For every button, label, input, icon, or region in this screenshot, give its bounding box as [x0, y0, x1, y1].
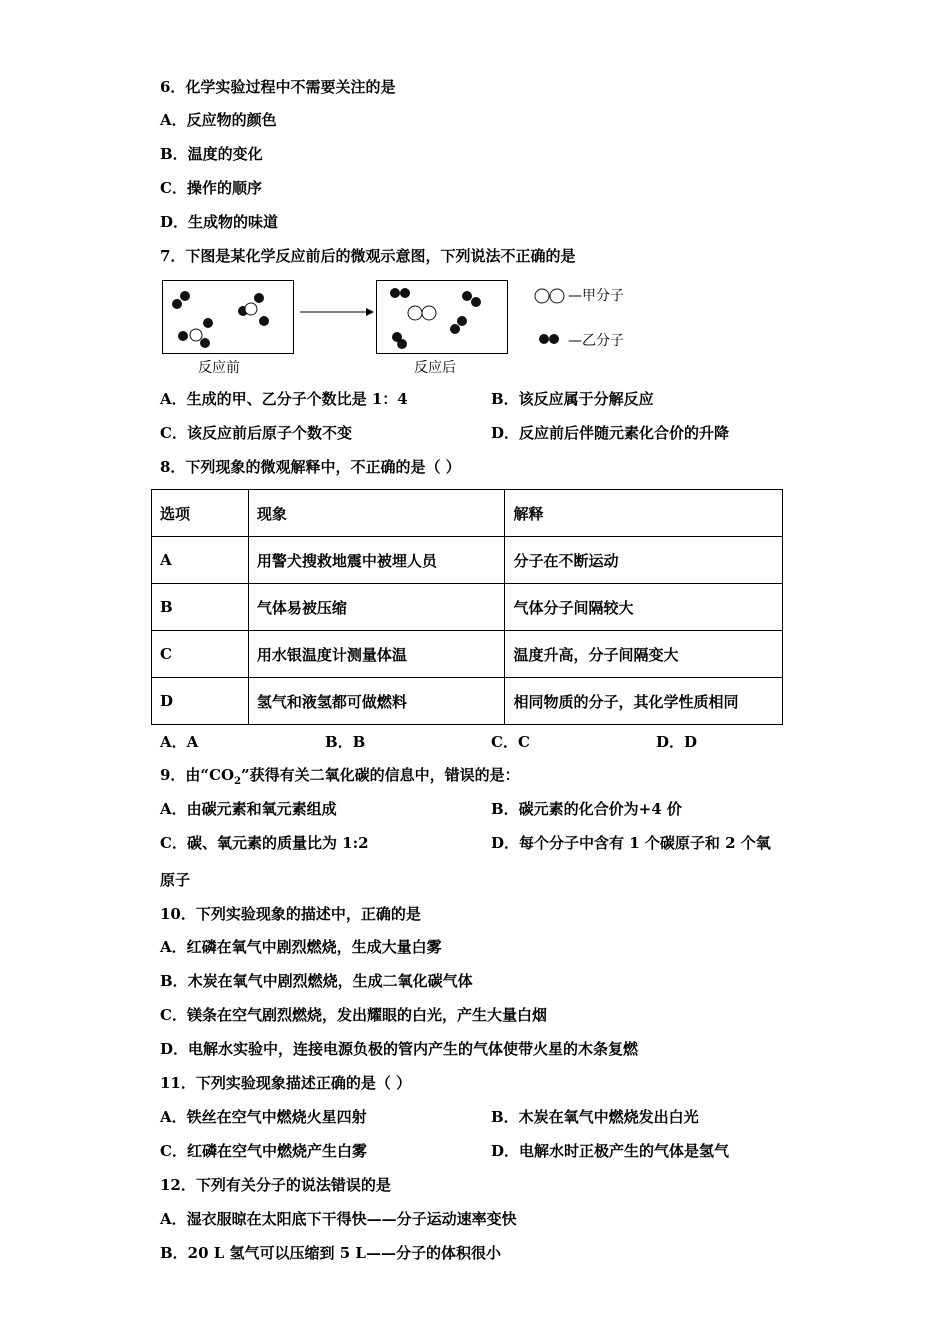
row-phenomenon: 用警犬搜救地震中被埋人员 [248, 537, 505, 584]
q9-stem-prefix: 9．由“CO [160, 766, 235, 784]
q6-option-c: C．操作的顺序 [160, 179, 262, 197]
table-row [152, 537, 783, 584]
before-reaction-box [162, 280, 294, 354]
before-molecules [163, 281, 293, 353]
after-reaction-box [376, 280, 508, 354]
before-label: 反应前 [198, 360, 240, 376]
q11-option-d: D．电解水时正极产生的气体是氢气 [491, 1142, 730, 1160]
q10-option-c: C．镁条在空气剧烈燃烧，发出耀眼的白光，产生大量白烟 [160, 1006, 547, 1024]
q8-option-c: C．C [491, 733, 530, 751]
q9-stem-subscript: 2 [234, 776, 242, 787]
q10-option-d: D．电解水实验中，连接电源负极的管内产生的气体使带火星的木条复燃 [160, 1040, 639, 1058]
table-row [152, 584, 783, 631]
q7-reaction-diagram [160, 278, 680, 378]
q9-stem [160, 765, 520, 792]
table-header-row [152, 490, 783, 537]
row-phenomenon: 用水银温度计测量体温 [248, 631, 505, 678]
q11-stem: 11．下列实验现象描述正确的是（ ） [160, 1074, 412, 1092]
q9-option-d-continuation: 原子 [160, 871, 191, 889]
q7-stem: 7．下图是某化学反应前后的微观示意图，下列说法不正确的是 [160, 247, 576, 265]
row-explanation: 相同物质的分子，其化学性质相同 [505, 678, 783, 725]
table-row [152, 631, 783, 678]
q8-option-a: A．A [160, 733, 199, 751]
q8-option-b: B．B [325, 733, 366, 751]
q6-stem: 6．化学实验过程中不需要关注的是 [160, 78, 396, 96]
jia-molecule-icon [532, 288, 572, 304]
q6-option-b: B．温度的变化 [160, 145, 263, 163]
legend-jia: —甲分子 [568, 288, 624, 304]
q9-option-c: C．碳、氧元素的质量比为 1:2 [160, 834, 369, 852]
q6-option-a: A．反应物的颜色 [160, 111, 277, 129]
row-explanation: 温度升高，分子间隔变大 [505, 631, 783, 678]
table-row [152, 678, 783, 725]
yi-molecule-icon [536, 332, 566, 346]
q11-option-a: A．铁丝在空气中燃烧火星四射 [160, 1108, 367, 1126]
q7-option-a: A．生成的甲、乙分子个数比是 1：4 [160, 390, 408, 408]
q8-table [151, 489, 783, 725]
q12-stem: 12．下列有关分子的说法错误的是 [160, 1176, 391, 1194]
q11-option-b: B．木炭在氧气中燃烧发出白光 [491, 1108, 699, 1126]
row-option: D [152, 678, 249, 725]
q8-stem: 8．下列现象的微观解释中，不正确的是（ ） [160, 458, 461, 476]
row-explanation: 分子在不断运动 [505, 537, 783, 584]
reaction-arrow [300, 306, 374, 318]
q9-option-d: D．每个分子中含有 1 个碳原子和 2 个氧 [491, 834, 771, 852]
after-molecules [377, 281, 507, 353]
legend-yi: —乙分子 [568, 333, 624, 349]
header-phenomenon: 现象 [248, 490, 505, 537]
q10-option-a: A．红磷在氧气中剧烈燃烧，生成大量白雾 [160, 938, 442, 956]
row-option: B [152, 584, 249, 631]
after-label: 反应后 [414, 360, 456, 376]
q11-option-c: C．红磷在空气中燃烧产生白雾 [160, 1142, 367, 1160]
q9-stem-suffix: ”获得有关二氧化碳的信息中，错误的是： [241, 766, 520, 784]
row-explanation: 气体分子间隔较大 [505, 584, 783, 631]
row-option: A [152, 537, 249, 584]
q7-option-c: C．该反应前后原子个数不变 [160, 424, 352, 442]
row-phenomenon: 气体易被压缩 [248, 584, 505, 631]
q7-option-b: B．该反应属于分解反应 [491, 390, 654, 408]
q10-stem: 10．下列实验现象的描述中，正确的是 [160, 905, 421, 923]
q9-option-a: A．由碳元素和氧元素组成 [160, 800, 337, 818]
header-explanation: 解释 [505, 490, 783, 537]
q8-option-d: D．D [656, 733, 698, 751]
header-option: 选项 [152, 490, 249, 537]
q9-option-b: B．碳元素的化合价为+4 价 [491, 800, 682, 818]
q6-option-d: D．生成物的味道 [160, 213, 279, 231]
q12-option-a: A．湿衣服晾在太阳底下干得快——分子运动速率变快 [160, 1210, 517, 1228]
row-phenomenon: 氢气和液氢都可做燃料 [248, 678, 505, 725]
q10-option-b: B．木炭在氧气中剧烈燃烧，生成二氧化碳气体 [160, 972, 473, 990]
q7-option-d: D．反应前后伴随元素化合价的升降 [491, 424, 730, 442]
row-option: C [152, 631, 249, 678]
q12-option-b: B．20 L 氢气可以压缩到 5 L——分子的体积很小 [160, 1244, 501, 1262]
